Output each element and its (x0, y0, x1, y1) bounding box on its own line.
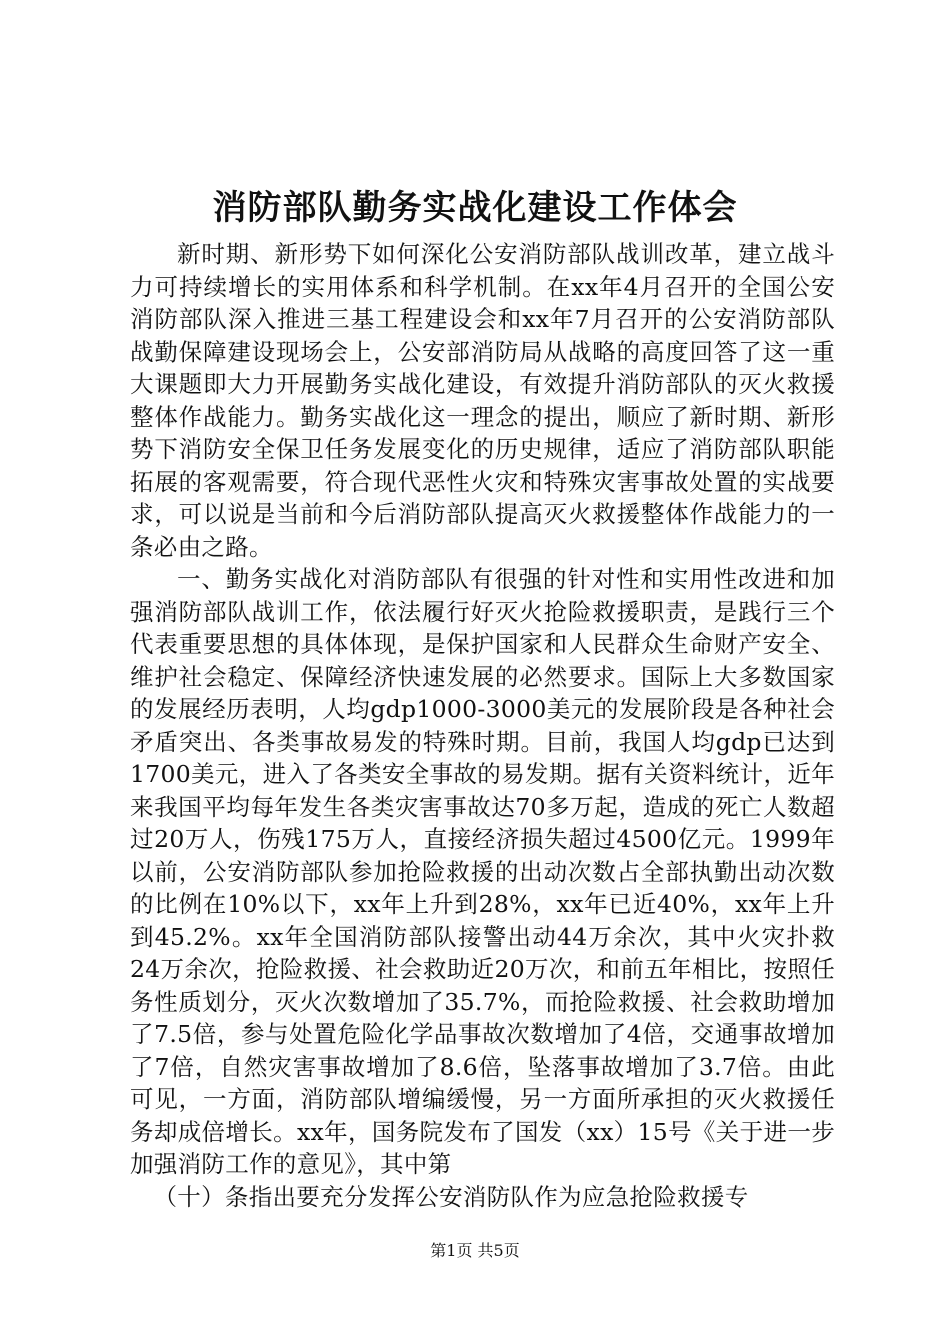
paragraph-section-one: 一、勤务实战化对消防部队有很强的针对性和实用性改进和加强消防部队战训工作，依法履行好灭火抢险救援职责，是践行三个代表重要思想的具体体现，是保护国家和人民群众生命财产安全、维护社会稳定、保障经济快速发展的必然要求。国际上大多数国家的发展经历表明，人均gdp1000-3000美元的发展阶段是各种社会矛盾突出、各类事故易发的特殊时期。目前，我国人均gdp已达到1700美元，进入了各类安全事故的易发期。据有关资料统计，近年来我国平均每年发生各类灾害事故达70多万起，造成的死亡人数超过20万人，伤残175万人，直接经济损失超过4500亿元。1999年以前，公安消防部队参加抢险救援的出动次数占全部执勤出动次数的比例在10%以下，xx年上升到28%，xx年已近40%，xx年上升到45.2%。xx年全国消防部队接警出动44万余次，其中火灾扑救24万余次，抢险救援、社会救助近20万次，和前五年相比，按照任务性质划分，灭火次数增加了35.7%，而抢险救援、社会救助增加了7.5倍，参与处置危险化学品事故次数增加了4倍，交通事故增加了7倍，自然灾害事故增加了8.6倍，坠落事故增加了3.7倍。由此可见，一方面，消防部队增编缓慢，另一方面所承担的灭火救援任务却成倍增长。xx年，国务院发布了国发（xx）15号《关于进一步加强消防工作的意见》，其中第 (130, 565, 835, 1178)
page-number-footer: 第1页 共5页 (430, 1241, 520, 1260)
document-title: 消防部队勤务实战化建设工作体会 (212, 188, 738, 228)
document-body (130, 238, 835, 1213)
paragraph-intro: 新时期、新形势下如何深化公安消防部队战训改革，建立战斗力可持续增长的实用体系和科学机制。在xx年4月召开的全国公安消防部队深入推进三基工程建设会和xx年7月召开的公安消防部队战勤保障建设现场会上，公安部消防局从战略的高度回答了这一重大课题即大力开展勤务实战化建设，有效提升消防部队的灭火救援整体作战能力。勤务实战化这一理念的提出，顺应了新时期、新形势下消防安全保卫任务发展变化的历史规律，适应了消防部队职能拓展的客观需要，符合现代恶性火灾和特殊灾害事故处置的实战要求，可以说是当前和今后消防部队提高灭火救援整体作战能力的一条必由之路。 (130, 240, 835, 561)
paragraph-item-ten: （十）条指出要充分发挥公安消防队作为应急抢险救援专 (153, 1182, 749, 1211)
